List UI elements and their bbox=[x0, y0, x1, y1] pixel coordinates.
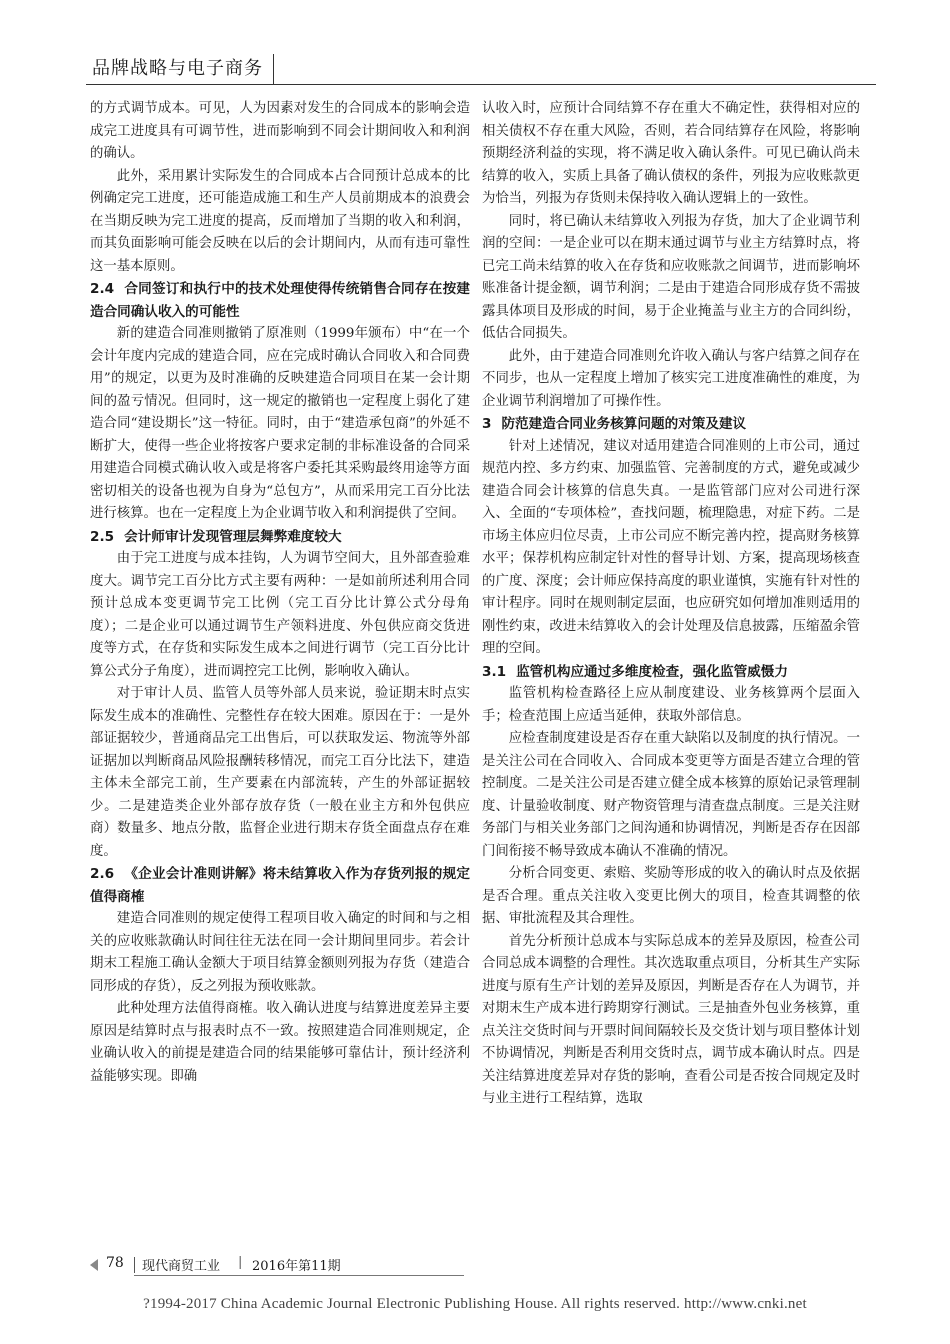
section-heading bbox=[90, 278, 470, 323]
page-footer bbox=[90, 1253, 470, 1277]
footer-rule bbox=[134, 1275, 464, 1276]
section-number: 2.5 bbox=[90, 528, 115, 545]
paragraph: 应检查制度建设是否存在重大缺陷以及制度的执行情况。一是关注公司在合同收入、合同成本变更等方面是否建立合理的管控制度。二是关注公司是否建立健全成本核算的原始记录管理制度、计量验收制度、财产物资管理与清查盘点制度。三是关注财务部门与相关业务部门之间沟通和协调情况，判断是否存在因部门间衔接不畅导致成本确认不准确的情况。 bbox=[482, 731, 860, 859]
left-column bbox=[90, 98, 470, 1258]
section-number: 2.6 bbox=[90, 866, 115, 882]
copyright-line: ?1994-2017 China Academic Journal Electronic Publishing House. All rights reserved. http://www.cnki.net bbox=[143, 1296, 807, 1312]
section-heading bbox=[90, 526, 470, 549]
paragraph: 认收入时，应预计合同结算不存在重大不确定性，获得相对应的相关债权不存在重大风险，否则，若合同结算存在风险，将影响预期经济利益的实现，将不满足收入确认条件。可见已确认尚未结算的收入，实质上具备了确认债权的条件，列报为应收账款更为恰当，列报为存货则未保持收入确认逻辑上的一致性。 bbox=[482, 101, 860, 206]
section-heading-text: 合同签订和执行中的技术处理使得传统销售合同存在按建造合同确认收入的可能性 bbox=[90, 281, 470, 320]
paragraph: 的方式调节成本。可见，人为因素对发生的合同成本的影响会造成完工进度具有可调节性，进而影响到不同会计期间收入和利润的确认。 bbox=[90, 101, 470, 161]
section-number: 3.1 bbox=[482, 663, 507, 680]
section-heading bbox=[482, 413, 860, 436]
paragraph: 此外，由于建造合同准则允许收入确认与客户结算之间存在不同步，也从一定程度上增加了核实完工进度准确性的难度，为企业调节利润增加了可操作性。 bbox=[482, 348, 860, 409]
section-heading bbox=[482, 661, 860, 684]
section-number: 2.4 bbox=[90, 281, 115, 297]
footer-divider bbox=[134, 1257, 135, 1273]
page-number: 78 bbox=[106, 1255, 124, 1271]
paragraph: 监管机构检查路径上应从制度建设、业务核算两个层面入手；检查范围上应适当延伸，获取外部信息。 bbox=[482, 686, 860, 724]
section-heading-text: 监管机构应通过多维度检查，强化监管威慑力 bbox=[516, 663, 788, 680]
footer-separator: | bbox=[238, 1255, 243, 1270]
right-column bbox=[482, 98, 860, 1258]
paragraph: 针对上述情况，建议对适用建造合同准则的上市公司，通过规范内控、多方约束、加强监管、完善制度的方式，避免或减少建造合同会计核算的信息失真。一是监管部门应对公司进行深入、全面的“专项体检”，查找问题，梳理隐患，对症下药。二是市场主体应归位尽责，上市公司应不断完善内控，提高财务核算水平；保荐机构应制定针对性的督导计划、方案，提高现场核查的广度、深度；会计师应保持高度的职业谨慎，实施有针对性的审计程序。同时在规则制定层面，也应研究如何增加准则适用的刚性约束，改进未结算收入的会计处理及信息披露，压缩盈余管理的空间。 bbox=[482, 438, 860, 656]
paragraph: 此种处理方法值得商榷。收入确认进度与结算进度差异主要原因是结算时点与报表时点不一致。按照建造合同准则规定，企业确认收入的前提是建造合同的结果能够可靠估计，预计经济利益能够实现。即确 bbox=[90, 1001, 470, 1084]
paragraph: 此外，采用累计实际发生的合同成本占合同预计总成本的比例确定完工进度，还可能造成施工和生产人员前期成本的浪费会在当期反映为完工进度的提高，反而增加了当期的收入和利润，而其负面影响可能会反映在以后的会计期间内，从而有违可靠性这一基本原则。 bbox=[90, 168, 470, 274]
section-title: 品牌战略与电子商务 bbox=[86, 54, 274, 85]
paragraph: 分析合同变更、索赔、奖励等形成的收入的确认时点及依据是否合理。重点关注收入变更比例大的项目，检查其调整的依据、审批流程及其合理性。 bbox=[482, 866, 860, 926]
paragraph: 首先分析预计总成本与实际总成本的差异及原因，检查公司合同总成本调整的合理性。其次选取重点项目，分析其生产实际进度与原有生产计划的差异及原因，判断是否存在人为调节，并对期末生产成本进行跨期穿行测试。三是抽查外包业务核算，重点关注交货时间与开票时间间隔较长及交货计划与项目整体计划不协调情况，判断是否利用交货时点，调节成本确认时点。四是关注结算进度差异对存货的影响，查看公司是否按合同规定及时与业主进行工程结算，选取 bbox=[482, 933, 860, 1106]
section-heading bbox=[90, 863, 470, 908]
paragraph: 由于完工进度与成本挂钩，人为调节空间大，且外部查验难度大。调节完工百分比方式主要有两种：一是如前所述利用合同预计总成本变更调节完工比例（完工百分比计算公式分母角度）；二是企业可以通过调节生产领料进度、外包供应商交货进度等方式，在存货和实际发生成本之间进行调节（完工百分比计算公式分子角度），进而调控完工比例，影响收入确认。 bbox=[90, 551, 470, 679]
section-heading-text: 防范建造合同业务核算问题的对策及建议 bbox=[501, 416, 747, 432]
paragraph: 同时，将已确认未结算收入列报为存货，加大了企业调节利润的空间：一是企业可以在期末通过调节与业主方结算时点，将已完工尚未结算的收入在存货和应收账款之间调节，进而影响坏账准备计提金额，调节利润；二是由于建造合同形成存货不需披露具体项目及形成的时间，易于企业掩盖与业主方的合同纠纷，低估合同损失。 bbox=[482, 213, 860, 341]
section-number: 3 bbox=[482, 416, 492, 432]
journal-name: 现代商贸工业 bbox=[142, 1259, 221, 1274]
paragraph: 建造合同准则的规定使得工程项目收入确定的时间和与之相关的应收账款确认时间往往无法在同一会计期间里同步。若会计期末工程施工确认金额大于项目结算金额则列报为存货（建造合同形成的存货），反之列报为预收账款。 bbox=[90, 911, 470, 994]
triangle-icon bbox=[90, 1259, 98, 1271]
paragraph: 新的建造合同准则撤销了原准则（1999年颁布）中“在一个会计年度内完成的建造合同，应在完成时确认合同收入和合同费用”的规定，以更为及时准确的反映建造合同项目在某一会计期间的盈亏情况。但同时，这一规定的撤销也一定程度上弱化了建造合同“建设期长”这一特征。同时，由于“建造承包商”的外延不断扩大，使得一些企业将按客户要求定制的非标准设备的合同采用建造合同模式确认收入或是将客户委托其采购最终用途等方面密切相关的设备也视为自身为“总包方”，从而采用完工百分比法进行核算。也在一定程度上为企业调节收入和利润提供了空间。 bbox=[90, 326, 470, 521]
issue-label: 2016年第11期 bbox=[252, 1259, 341, 1274]
paragraph: 对于审计人员、监管人员等外部人员来说，验证期末时点实际发生成本的准确性、完整性存在较大困难。原因在于：一是外部证据较少，普通商品完工出售后，可以获取发运、物流等外部证据加以判断商品风险报酬转移情况，而完工百分比法下，建造主体未全部完工前，生产要素在内部流转，产生的外部证据较少。二是建造类企业外部存放存货（一般在业主方和外包供应商）数量多、地点分散，监督企业进行期末存货全面盘点存在难度。 bbox=[90, 686, 470, 859]
page-header bbox=[86, 50, 876, 90]
section-heading-text: 《企业会计准则讲解》将未结算收入作为存货列报的规定值得商榷 bbox=[90, 866, 470, 905]
section-heading-text: 会计师审计发现管理层舞弊难度较大 bbox=[124, 528, 342, 545]
header-rule bbox=[86, 84, 876, 85]
